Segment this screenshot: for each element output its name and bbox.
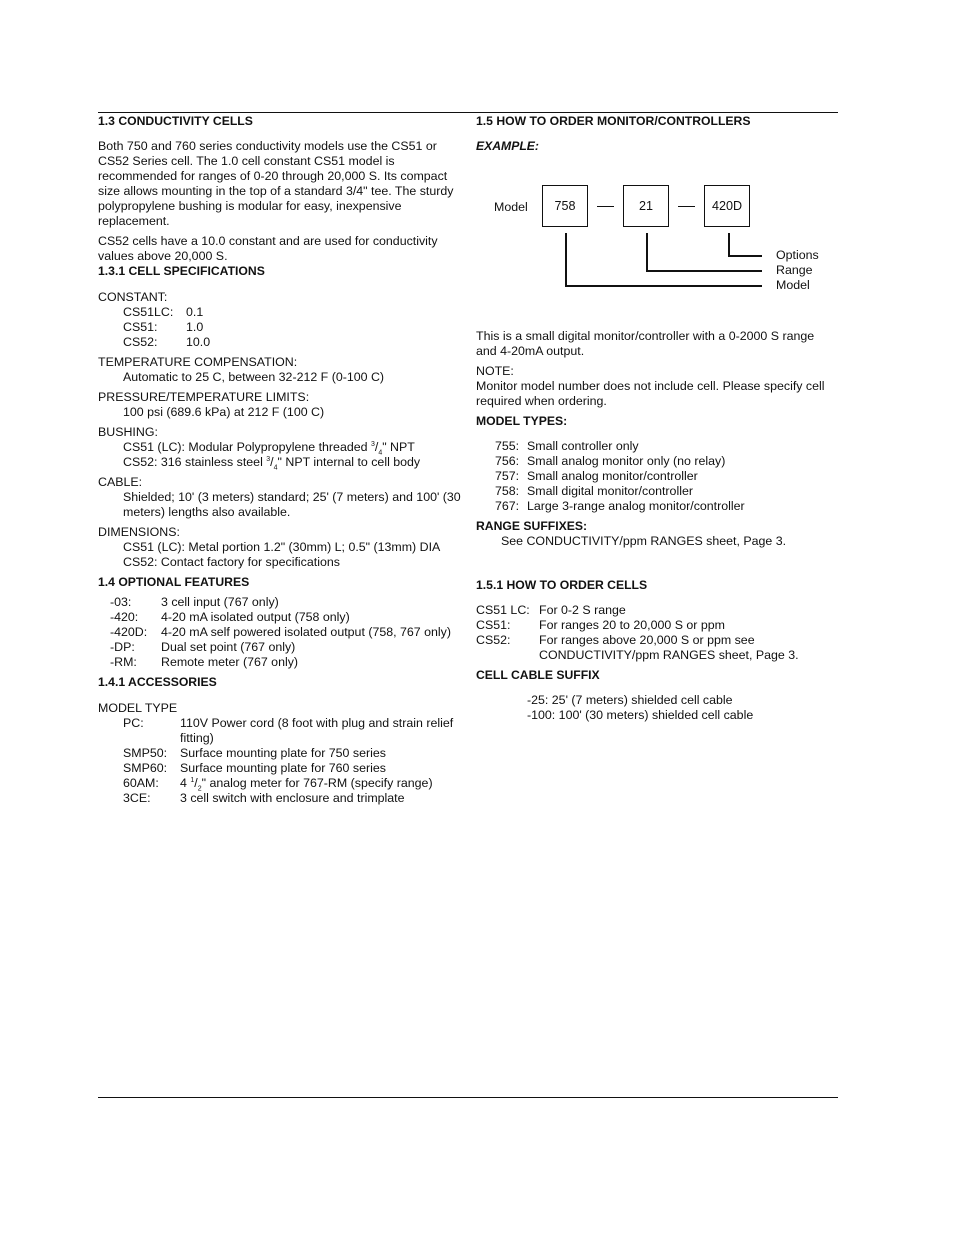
constant-label: CONSTANT:: [98, 290, 168, 304]
list-item: -420D: 4-20 mA self powered isolated output (758, 767 only): [110, 625, 451, 639]
diagram-model-leg-label: Model: [776, 278, 810, 292]
dimensions-label: DIMENSIONS:: [98, 525, 180, 539]
model-number-diagram: [476, 179, 838, 319]
bushing-cs52: CS52: 316 stainless steel $^3/_4$" NPT internal to cell body: [123, 455, 421, 472]
list-item: CS52: For ranges above 20,000 S or ppm see CONDUCTIVITY/ppm RANGES sheet, Page 3.: [476, 633, 799, 662]
model-types-list: [476, 439, 838, 514]
diagram-range-label: Range: [776, 263, 813, 277]
section-1-4-1-heading: 1.4.1 ACCESSORIES: [98, 675, 217, 689]
diagram-line: [565, 285, 762, 287]
top-rule: [98, 112, 838, 113]
diagram-line: [728, 255, 762, 257]
list-item: CS51LC: 0.1: [123, 305, 204, 319]
temperature-label: TEMPERATURE COMPENSATION:: [98, 355, 298, 369]
left-column: [98, 114, 463, 806]
list-item: 758: Small digital monitor/controller: [495, 484, 693, 498]
example-description: This is a small digital monitor/controller with a 0-2000 S range and 4-20mA output.: [476, 329, 815, 358]
cable-suffix-25: -25: 25' (7 meters) shielded cell cable: [527, 693, 733, 707]
diagram-model-label: Model: [494, 200, 528, 214]
list-item: 3CE: 3 cell switch with enclosure and trimplate: [123, 791, 405, 805]
list-item: CS52: 10.0: [123, 335, 211, 349]
note-text: Monitor model number does not include cell. Please specify cell required when ordering.: [476, 379, 825, 408]
dimensions-cs52: CS52: Contact factory for specifications: [123, 555, 340, 569]
cable-value: Shielded; 10' (3 meters) standard; 25' (7 meters) and 100' (30 meters) lengths also available.: [123, 490, 461, 519]
diagram-dash: [597, 206, 614, 207]
range-suffixes-heading: RANGE SUFFIXES:: [476, 519, 588, 533]
list-item: 755: Small controller only: [495, 439, 639, 453]
diagram-box-options: 420D: [704, 185, 750, 227]
bottom-rule: [98, 1097, 838, 1098]
list-item: SMP50: Surface mounting plate for 750 series: [123, 746, 386, 760]
cable-suffix-heading: CELL CABLE SUFFIX: [476, 668, 600, 682]
list-item: CS51: For ranges 20 to 20,000 S or ppm: [476, 618, 725, 632]
accessories-list: [98, 716, 463, 806]
dimensions-cs51: CS51 (LC): Metal portion 1.2" (30mm) L; 0.5" (13mm) DIA: [123, 540, 441, 554]
list-item: 757: Small analog monitor/controller: [495, 469, 698, 483]
list-item: 60AM: 4 $^1/_2$" analog meter for 767-RM (specify range): [123, 776, 433, 793]
diagram-box-range: 21: [623, 185, 669, 227]
cells-list: [476, 603, 838, 663]
options-list: [98, 595, 463, 670]
cable-suffix-100: -100: 100' (30 meters) shielded cell cable: [527, 708, 754, 722]
list-item: CS51: 1.0: [123, 320, 204, 334]
diagram-options-label: Options: [776, 248, 819, 262]
list-item: CS51 LC: For 0-2 S range: [476, 603, 626, 617]
section-1-3-1-heading: 1.3.1 CELL SPECIFICATIONS: [98, 264, 265, 278]
temperature-value: Automatic to 25 C, between 32-212 F (0-100 C): [123, 370, 385, 384]
section-1-3-paragraph-2: CS52 cells have a 10.0 constant and are used for conductivity values above 20,000 S.: [98, 234, 438, 263]
bushing-label: BUSHING:: [98, 425, 158, 439]
list-item: SMP60: Surface mounting plate for 760 series: [123, 761, 386, 775]
list-item: -RM: Remote meter (767 only): [110, 655, 299, 669]
list-item: -03: 3 cell input (767 only): [110, 595, 279, 609]
list-item: PC: 110V Power cord (8 foot with plug and strain relief fitting): [123, 716, 454, 745]
range-suffixes-text: See CONDUCTIVITY/ppm RANGES sheet, Page 3.: [501, 534, 787, 548]
section-1-5-heading: 1.5 HOW TO ORDER MONITOR/CONTROLLERS: [476, 114, 751, 128]
list-item: 756: Small analog monitor only (no relay): [495, 454, 726, 468]
pressure-label: PRESSURE/TEMPERATURE LIMITS:: [98, 390, 310, 404]
list-item: 767: Large 3-range analog monitor/controller: [495, 499, 745, 513]
example-label: EXAMPLE:: [476, 139, 539, 153]
pressure-value: 100 psi (689.6 kPa) at 212 F (100 C): [123, 405, 325, 419]
right-column: [476, 114, 838, 723]
note-label: NOTE:: [476, 364, 514, 378]
diagram-line: [565, 233, 567, 285]
diagram-dash: [678, 206, 695, 207]
model-types-heading: MODEL TYPES:: [476, 414, 568, 428]
list-item: -DP: Dual set point (767 only): [110, 640, 296, 654]
diagram-line: [646, 233, 648, 270]
model-type-label: MODEL TYPE: [98, 701, 178, 715]
diagram-box-model: 758: [542, 185, 588, 227]
section-1-5-1-heading: 1.5.1 HOW TO ORDER CELLS: [476, 578, 648, 592]
constants-list: [98, 305, 463, 350]
section-1-3-paragraph-1: Both 750 and 760 series conductivity models use the CS51 or CS52 Series cell. The 1.0 cell constant CS51 model is recommended for ranges of 0-20 through 20,000 S. Its compact size allows mounting in the top of a standard 3/4" tee. The sturdy polypropylene bushing is modular for easy, inexpensive replacement.: [98, 139, 454, 228]
bushing-cs51: CS51 (LC): Modular Polypropylene threaded $^3/_4$" NPT: [123, 440, 415, 457]
diagram-line: [728, 233, 730, 255]
section-1-3-heading: 1.3 CONDUCTIVITY CELLS: [98, 114, 253, 128]
section-1-4-heading: 1.4 OPTIONAL FEATURES: [98, 575, 250, 589]
list-item: -420: 4-20 mA isolated output (758 only): [110, 610, 350, 624]
cable-label: CABLE:: [98, 475, 143, 489]
diagram-line: [646, 270, 762, 272]
